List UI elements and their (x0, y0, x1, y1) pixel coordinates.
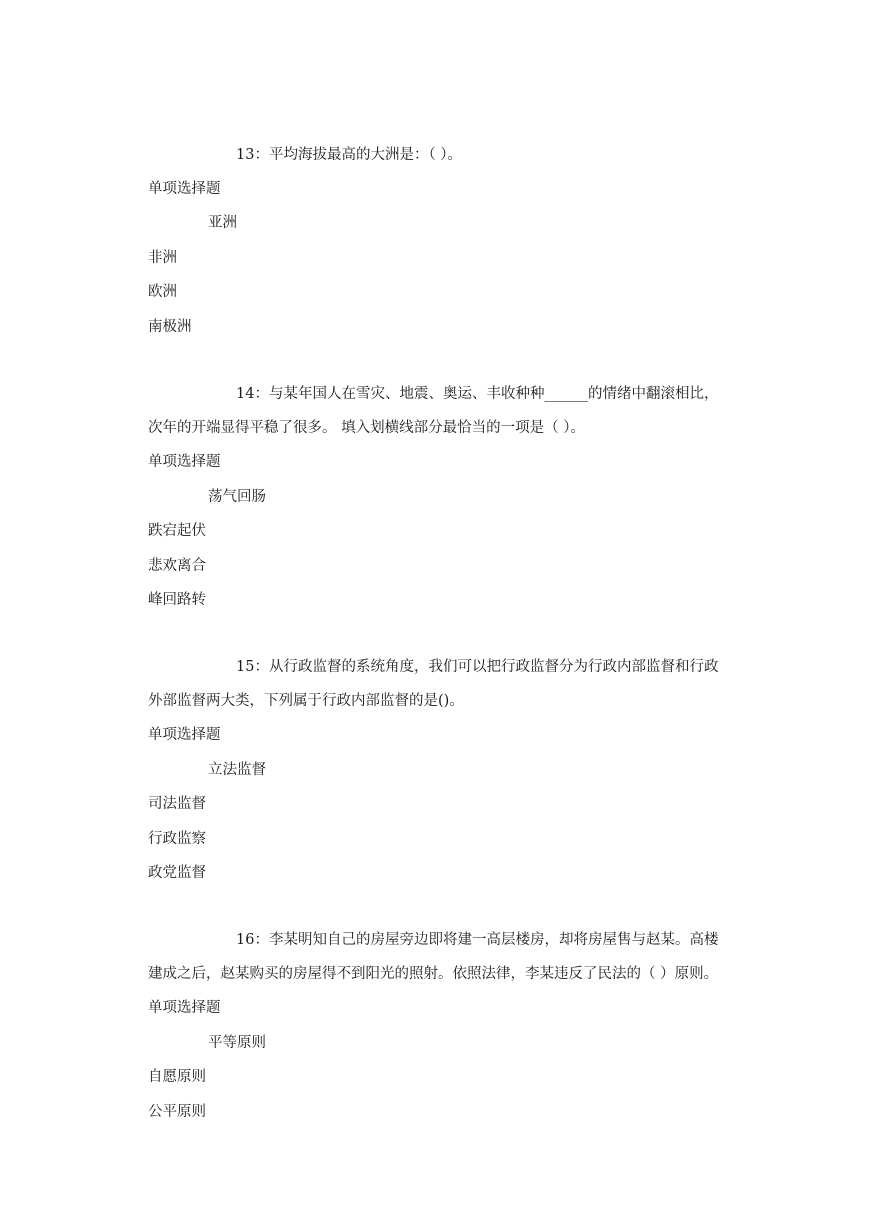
option-b: 自愿原则 (148, 1069, 206, 1085)
question-stem: 13：平均海拔最高的大洲是：（ ）。 (236, 147, 463, 163)
option-c: 欧洲 (148, 284, 177, 300)
option-a: 荡气回肠 (208, 489, 266, 505)
option-c: 公平原则 (148, 1104, 206, 1120)
option-a: 平等原则 (208, 1035, 266, 1051)
option-b: 司法监督 (148, 796, 206, 812)
question-type-label: 单项选择题 (148, 454, 221, 470)
option-d: 政党监督 (148, 865, 206, 881)
question-type-label: 单项选择题 (148, 727, 221, 743)
question-stem-continued: 外部监督两大类，下列属于行政内部监督的是()。 (148, 693, 464, 709)
question-type-label: 单项选择题 (148, 181, 221, 197)
question-stem: 15：从行政监督的系统角度，我们可以把行政监督分为行政内部监督和行政 (236, 659, 719, 675)
option-b: 非洲 (148, 250, 177, 266)
question-stem-continued: 次年的开端显得平稳了很多。 填入划横线部分最恰当的一项是（ ）。 (148, 420, 585, 436)
question-stem: 14：与某年国人在雪灾、地震、奥运、丰收种种______的情绪中翻滚相比， (236, 386, 719, 402)
option-d: 峰回路转 (148, 592, 206, 608)
option-c: 悲欢离合 (148, 558, 206, 574)
question-stem: 16：李某明知自己的房屋旁边即将建一高层楼房，却将房屋售与赵某。高楼 (236, 932, 719, 948)
question-type-label: 单项选择题 (148, 1000, 221, 1016)
option-a: 立法监督 (208, 762, 266, 778)
option-b: 跌宕起伏 (148, 523, 206, 539)
option-c: 行政监察 (148, 831, 206, 847)
option-d: 南极洲 (148, 319, 192, 335)
option-a: 亚洲 (208, 215, 237, 231)
question-stem-continued: 建成之后，赵某购买的房屋得不到阳光的照射。依照法律，李某违反了民法的（ ）原则。 (148, 966, 719, 982)
